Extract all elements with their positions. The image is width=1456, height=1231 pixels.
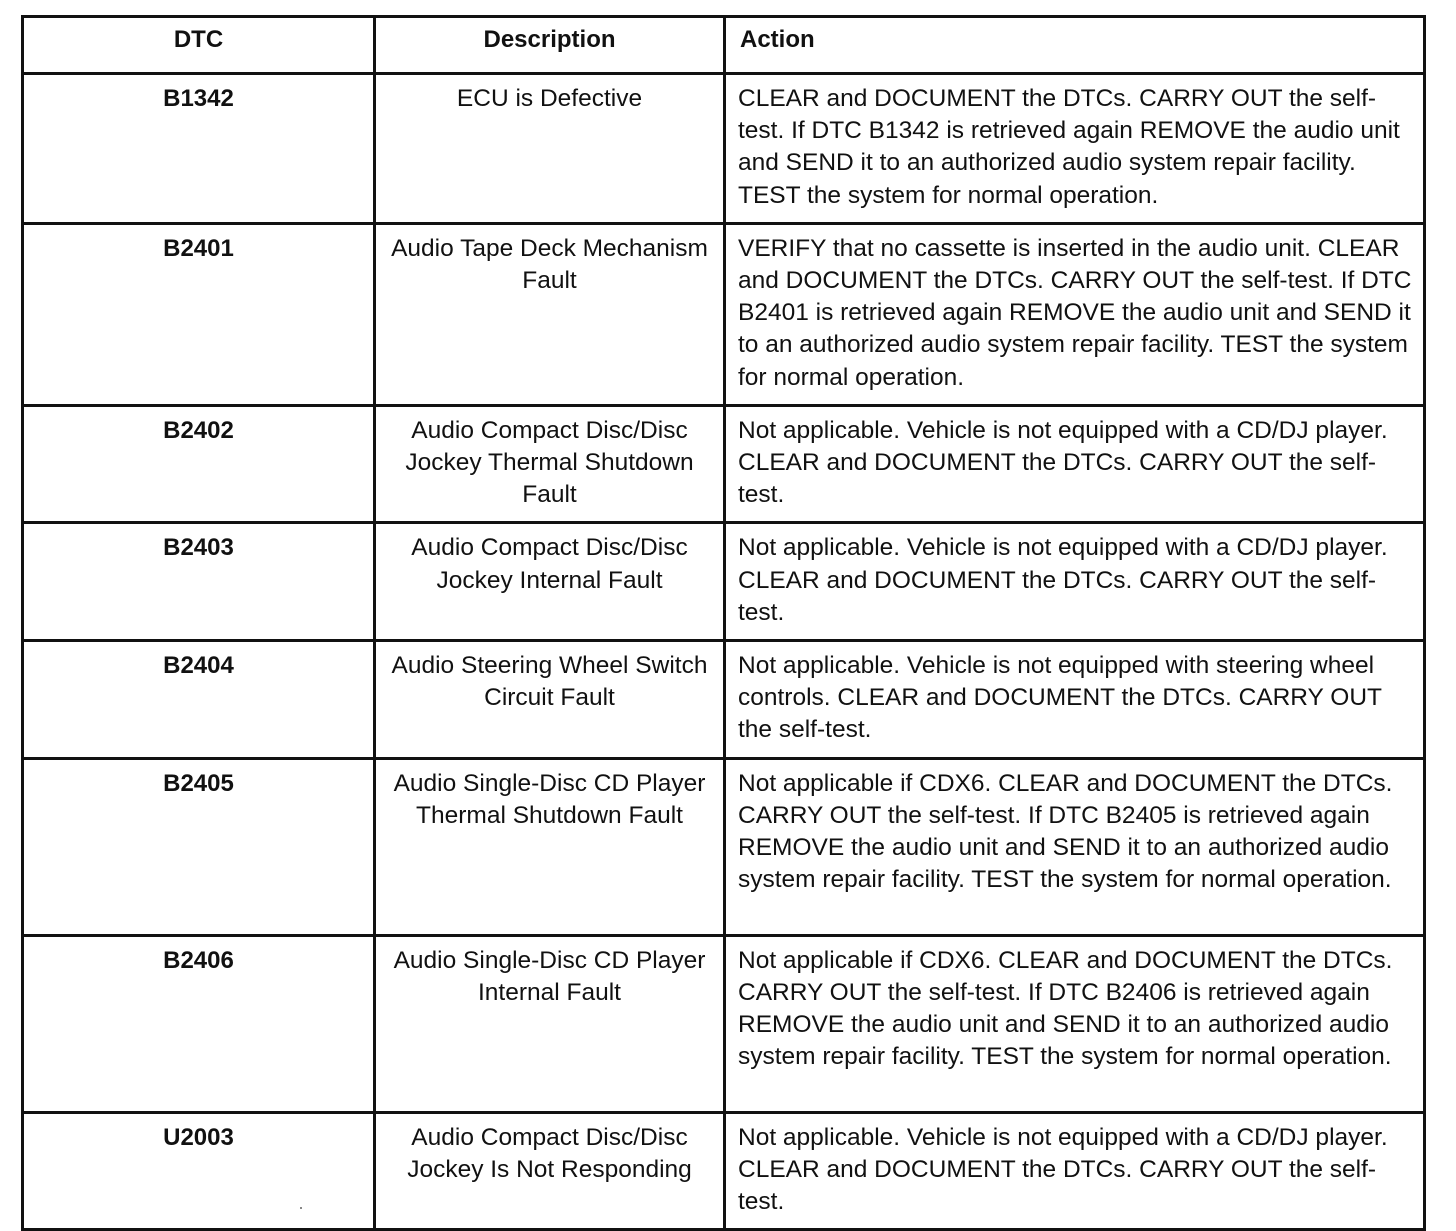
dtc-code: B2403 [23,523,375,641]
dtc-action: Not applicable. Vehicle is not equipped with steering wheel controls. CLEAR and DOCUMENT the DTCs. CARRY OUT the self-test. [725,641,1425,759]
dtc-description: Audio Single-Disc CD Player Thermal Shutdown Fault [375,758,725,935]
table-row [23,405,1425,523]
dtc-table [21,15,1426,1231]
table-row [23,1112,1425,1230]
table-row [23,223,1425,405]
dtc-description: Audio Compact Disc/Disc Jockey Thermal Shutdown Fault [375,405,725,523]
dtc-action: Not applicable. Vehicle is not equipped with a CD/DJ player. CLEAR and DOCUMENT the DTCs. CARRY OUT the self-test. [725,405,1425,523]
dtc-description: Audio Compact Disc/Disc Jockey Is Not Responding [375,1112,725,1230]
table-row [23,935,1425,1112]
dtc-description: ECU is Defective [375,74,725,224]
dtc-code: U2003 [23,1112,375,1230]
dtc-description: Audio Steering Wheel Switch Circuit Fault [375,641,725,759]
scan-speck [300,1207,302,1209]
dtc-description: Audio Tape Deck Mechanism Fault [375,223,725,405]
dtc-code: B2406 [23,935,375,1112]
dtc-action: Not applicable. Vehicle is not equipped with a CD/DJ player. CLEAR and DOCUMENT the DTCs. CARRY OUT the self-test. [725,523,1425,641]
dtc-action: Not applicable if CDX6. CLEAR and DOCUMENT the DTCs. CARRY OUT the self-test. If DTC B2405 is retrieved again REMOVE the audio unit and SEND it to an authorized audio system repair facility. TEST the system for normal operation. [725,758,1425,935]
dtc-description: Audio Compact Disc/Disc Jockey Internal Fault [375,523,725,641]
header-dtc: DTC [23,17,375,74]
dtc-code: B1342 [23,74,375,224]
table-row [23,74,1425,224]
header-description: Description [375,17,725,74]
dtc-table-container [21,15,1423,1231]
table-row [23,523,1425,641]
dtc-code: B2402 [23,405,375,523]
dtc-description: Audio Single-Disc CD Player Internal Fault [375,935,725,1112]
dtc-action: VERIFY that no cassette is inserted in the audio unit. CLEAR and DOCUMENT the DTCs. CARRY OUT the self-test. If DTC B2401 is retrieved again REMOVE the audio unit and SEND it to an authorized audio system repair facility. TEST the system for normal operation. [725,223,1425,405]
dtc-action: Not applicable. Vehicle is not equipped with a CD/DJ player. CLEAR and DOCUMENT the DTCs. CARRY OUT the self-test. [725,1112,1425,1230]
header-action: Action [725,17,1425,74]
dtc-action: Not applicable if CDX6. CLEAR and DOCUMENT the DTCs. CARRY OUT the self-test. If DTC B2406 is retrieved again REMOVE the audio unit and SEND it to an authorized audio system repair facility. TEST the system for normal operation. [725,935,1425,1112]
table-row [23,758,1425,935]
dtc-code: B2401 [23,223,375,405]
dtc-code: B2404 [23,641,375,759]
table-row [23,641,1425,759]
dtc-action: CLEAR and DOCUMENT the DTCs. CARRY OUT the self-test. If DTC B1342 is retrieved again REMOVE the audio unit and SEND it to an authorized audio system repair facility. TEST the system for normal operation. [725,74,1425,224]
table-header-row [23,17,1425,74]
dtc-code: B2405 [23,758,375,935]
